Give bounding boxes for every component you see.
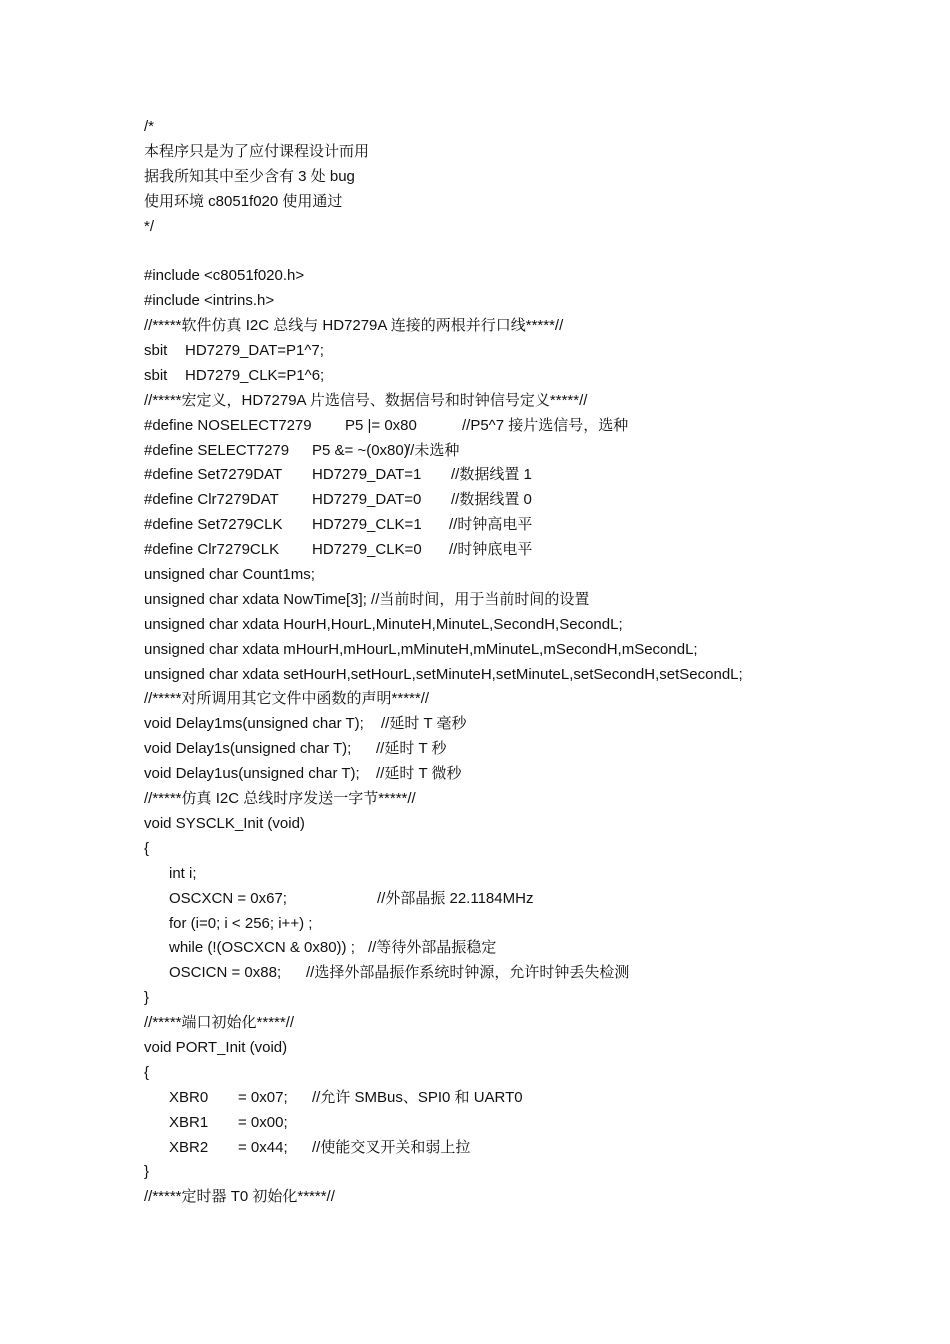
code-line	[144, 638, 934, 663]
code-line	[144, 812, 934, 837]
code-segment: //*****仿真 I2C 总线时序发送一字节*****//	[144, 790, 416, 808]
code-segment: sbit	[144, 366, 168, 384]
code-segment: #define Set7279DAT	[144, 466, 283, 484]
code-segment: sbit	[144, 342, 168, 360]
code-segment: #define SELECT7279	[144, 441, 290, 459]
code-segment: HD7279_DAT=0	[312, 491, 422, 509]
code-segment: = 0x00;	[238, 1113, 288, 1131]
code-segment: HD7279_CLK=0	[312, 541, 422, 559]
code-segment: HD7279_CLK=1	[312, 516, 422, 534]
code-segment: //外部晶振 22.1184MHz	[377, 889, 534, 907]
code-segment: HD7279_DAT=1	[312, 466, 422, 484]
code-line	[144, 737, 934, 762]
code-segment: #include <c8051f020.h>	[144, 267, 305, 285]
code-line	[144, 887, 934, 912]
code-line	[144, 488, 934, 513]
code-line	[144, 289, 934, 314]
code-segment: //延时 T 秒	[376, 740, 447, 758]
code-segment: //数据线置 0	[451, 491, 532, 509]
code-segment: #define NOSELECT7279	[144, 416, 312, 434]
code-segment: //数据线置 1	[451, 466, 532, 484]
code-line	[144, 712, 934, 737]
code-line	[144, 1185, 934, 1210]
code-segment: //*****定时器 T0 初始化*****//	[144, 1188, 335, 1206]
code-segment: //选择外部晶振作系统时钟源，允许时钟丢失检测	[306, 964, 630, 982]
code-line	[144, 837, 934, 862]
code-segment: {	[144, 1063, 150, 1081]
code-segment: unsigned char xdata NowTime[3]; //当前时间，用于当前时间的设置	[144, 590, 590, 608]
code-line	[144, 190, 934, 215]
code-line	[144, 239, 934, 264]
code-line	[144, 439, 934, 464]
code-segment: HD7279_DAT=P1^7;	[185, 342, 324, 360]
code-segment: 据我所知其中至少含有 3 处 bug	[144, 167, 355, 185]
code-segment: OSCICN = 0x88;	[169, 964, 282, 982]
code-line	[144, 961, 934, 986]
code-segment: }	[144, 1163, 150, 1181]
code-line	[144, 1136, 934, 1161]
code-segment: #define Clr7279CLK	[144, 541, 280, 559]
code-line	[144, 140, 934, 165]
code-segment: HD7279_CLK=P1^6;	[185, 366, 325, 384]
code-line	[144, 115, 934, 140]
code-line	[144, 513, 934, 538]
code-segment: P5 &= ~(0x80)	[312, 441, 409, 459]
code-segment: //*****端口初始化*****//	[144, 1014, 295, 1032]
code-segment: void Delay1us(unsigned char T);	[144, 765, 360, 783]
code-segment: XBR1	[169, 1113, 209, 1131]
code-segment: //延时 T 毫秒	[381, 715, 467, 733]
code-segment: #define Clr7279DAT	[144, 491, 279, 509]
code-line	[144, 862, 934, 887]
code-segment: //*****宏定义，HD7279A 片选信号、数据信号和时钟信号定义*****//	[144, 391, 588, 409]
code-segment: //P5^7 接片选信号，选种	[462, 416, 629, 434]
code-segment: //使能交叉开关和弱上拉	[312, 1138, 471, 1156]
code-segment: = 0x44;	[238, 1138, 288, 1156]
code-line	[144, 663, 934, 688]
code-line	[144, 1111, 934, 1136]
code-segment: #define Set7279CLK	[144, 516, 283, 534]
code-line	[144, 588, 934, 613]
code-line	[144, 936, 934, 961]
code-segment: void Delay1s(unsigned char T);	[144, 740, 352, 758]
code-segment: XBR2	[169, 1138, 209, 1156]
code-line	[144, 463, 934, 488]
code-line	[144, 762, 934, 787]
code-segment: OSCXCN = 0x67;	[169, 889, 287, 907]
code-segment: 本程序只是为了应付课程设计而用	[144, 142, 370, 160]
code-segment: void SYSCLK_Init (void)	[144, 814, 305, 832]
code-line	[144, 1011, 934, 1036]
code-segment: XBR0	[169, 1088, 209, 1106]
code-segment: while (!(OSCXCN & 0x80)) ;	[169, 939, 355, 957]
code-segment: unsigned char Count1ms;	[144, 566, 315, 584]
code-line	[144, 787, 934, 812]
code-line	[144, 912, 934, 937]
code-line	[144, 538, 934, 563]
code-line	[144, 264, 934, 289]
code-line	[144, 986, 934, 1011]
code-segment: void PORT_Init (void)	[144, 1038, 288, 1056]
code-line	[144, 389, 934, 414]
code-segment: void Delay1ms(unsigned char T);	[144, 715, 364, 733]
code-segment: }	[144, 989, 150, 1007]
code-line	[144, 1036, 934, 1061]
code-line	[144, 364, 934, 389]
code-segment: unsigned char xdata HourH,HourL,MinuteH,MinuteL,SecondH,SecondL;	[144, 615, 623, 633]
code-segment: for (i=0; i < 256; i++) ;	[169, 914, 313, 932]
code-segment: //未选种	[406, 441, 460, 459]
code-line	[144, 1160, 934, 1185]
code-segment: //等待外部晶振稳定	[368, 939, 497, 957]
code-segment: unsigned char xdata mHourH,mHourL,mMinuteH,mMinuteL,mSecondH,mSecondL;	[144, 640, 698, 658]
code-line	[144, 165, 934, 190]
code-segment: //允许 SMBus、SPI0 和 UART0	[312, 1088, 523, 1106]
code-segment: = 0x07;	[238, 1088, 288, 1106]
code-line	[144, 613, 934, 638]
code-line	[144, 1086, 934, 1111]
code-line	[144, 215, 934, 240]
code-line	[144, 414, 934, 439]
code-segment: int i;	[169, 864, 197, 882]
code-segment: //延时 T 微秒	[376, 765, 462, 783]
code-line	[144, 1061, 934, 1086]
code-segment: /*	[144, 118, 155, 135]
code-segment: //*****对所调用其它文件中函数的声明*****//	[144, 690, 430, 708]
code-line	[144, 314, 934, 339]
code-segment: {	[144, 839, 150, 857]
code-line	[144, 339, 934, 364]
code-segment: unsigned char xdata setHourH,setHourL,setMinuteH,setMinuteL,setSecondH,setSecondL;	[144, 665, 743, 683]
code-segment: //*****软件仿真 I2C 总线与 HD7279A 连接的两根并行口线*****//	[144, 317, 564, 335]
code-listing	[144, 115, 934, 1210]
code-segment: 使用环境 c8051f020 使用通过	[144, 192, 343, 210]
code-line	[144, 563, 934, 588]
code-segment: P5 |= 0x80	[345, 416, 417, 434]
code-line	[144, 687, 934, 712]
code-segment: */	[144, 217, 155, 235]
code-segment: //时钟底电平	[449, 541, 533, 559]
code-segment: //时钟高电平	[449, 516, 533, 534]
code-segment: #include <intrins.h>	[144, 292, 275, 310]
